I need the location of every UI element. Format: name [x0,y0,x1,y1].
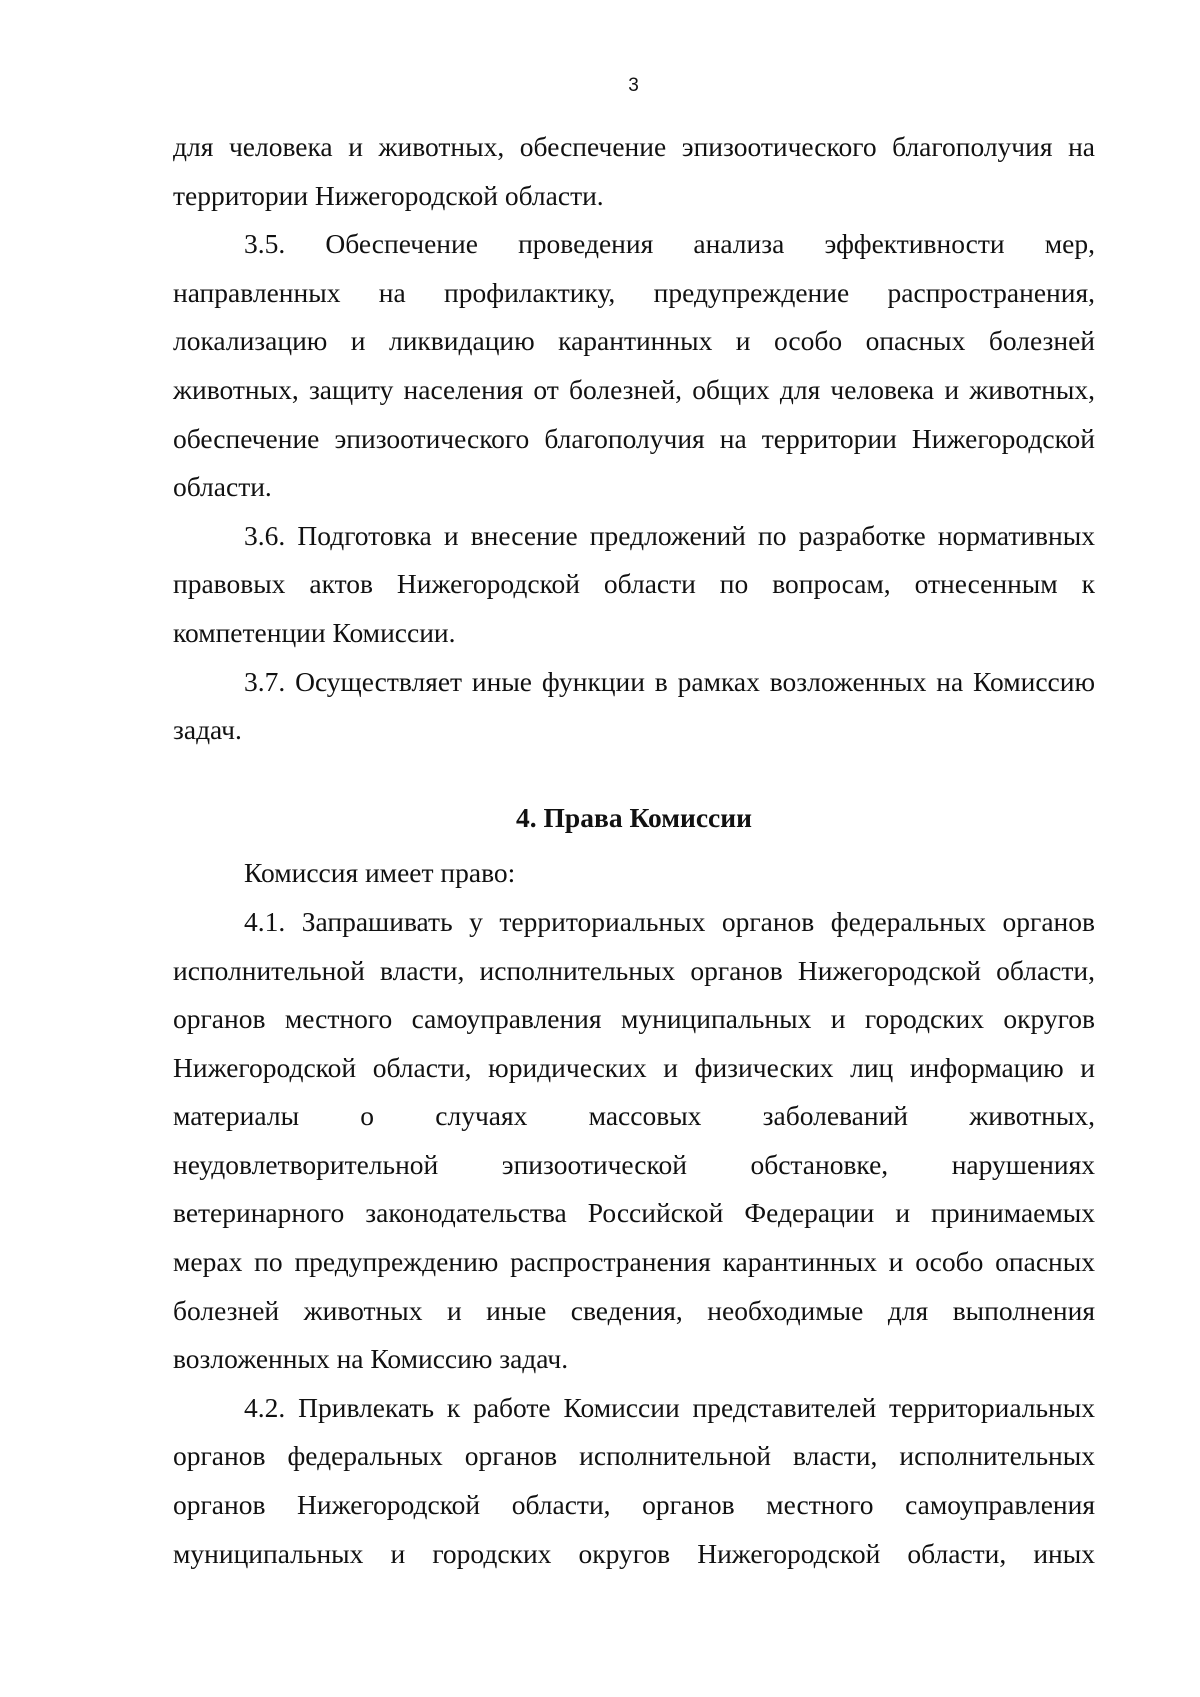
document-body [173,123,1095,1578]
section-heading: 4. Права Комиссии [516,801,752,833]
section-spacer-bottom [173,842,1095,849]
section-spacer-top [173,755,1095,794]
paragraph-3-7: 3.7. Осуществляет иные функции в рамках возложенных на Комиссию задач. [173,665,1095,746]
paragraph-continuation: для человека и животных, обеспечение эпизоотического благополучия на территории Нижегородской области. [173,131,1095,211]
paragraph-4-2: 4.2. Привлекать к работе Комиссии представителей территориальных органов федеральных органов исполнительной власти, исполнительных органов Нижегородской области, органов местного самоуправления муниципальных и городских округов Нижегородской области, иных [173,1391,1095,1569]
paragraph-intro: Комиссия имеет право: [244,857,516,889]
page-number: 3 [628,75,639,96]
paragraph-4-1: 4.1. Запрашивать у территориальных органов федеральных органов исполнительной власти, исполнительных органов Нижегородской области, органов местного самоуправления муниципальных и городских округов Нижегородской области, юридических и физических лиц информацию и материалы о случаях массовых заболеваний животных, неудовлетворительной эпизоотической обстановке, нарушениях ветеринарного законодательства Российской Федерации и принимаемых мерах по предупреждению распространения карантинных и особо опасных болезней животных и иные сведения, необходимые для выполнения возложенных на Комиссию задач. [173,905,1095,1375]
paragraph-3-6: 3.6. Подготовка и внесение предложений по разработке нормативных правовых актов Нижегородской области по вопросам, отнесенным к компетенции Комиссии. [173,519,1095,648]
paragraph-3-5: 3.5. Обеспечение проведения анализа эффективности мер, направленных на профилактику, предупреждение распространения, локализацию и ликвидацию карантинных и особо опасных болезней животных, защиту населения от болезней, общих для человека и животных, обеспечение эпизоотического благополучия на территории Нижегородской области. [173,228,1095,503]
